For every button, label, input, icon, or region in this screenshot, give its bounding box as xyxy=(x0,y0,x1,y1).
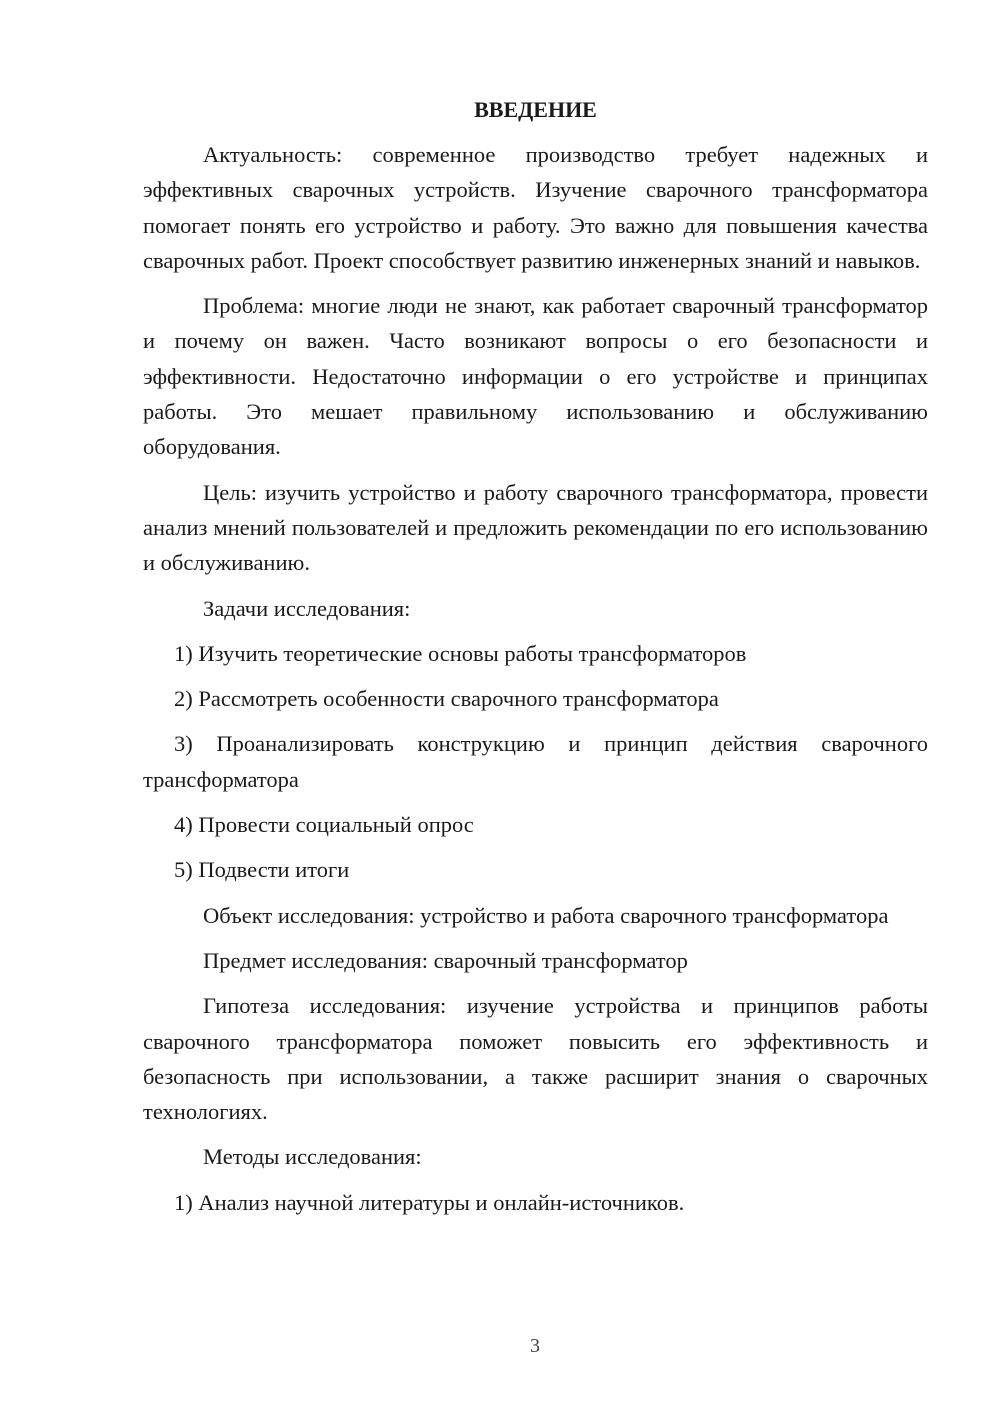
problem-paragraph: Проблема: многие люди не знают, как работает сварочный трансформатор и почему он важен. Часто возникают вопросы о его безопасности и эффективности. Недостаточно информации о его устройстве и принципах работы. Это мешает правильному использованию и обслуживанию оборудования. xyxy=(143,293,928,460)
goal-paragraph: Цель: изучить устройство и работу сварочного трансформатора, провести анализ мнений пользователей и предложить рекомендации по его использованию и обслуживанию. xyxy=(143,479,928,576)
page-number: 3 xyxy=(530,1335,540,1357)
relevance-paragraph: Актуальность: современное производство требует надежных и эффективных сварочных устройств. Изучение сварочного трансформатора помогает понять его устройство и работу. Это важно для повышения качества сварочных работ. Проект способствует развитию инженерных знаний и навыков. xyxy=(143,142,928,273)
task-item: 1) Изучить теоретические основы работы трансформаторов xyxy=(174,640,747,666)
hypothesis-paragraph: Гипотеза исследования: изучение устройства и принципов работы сварочного трансформатора поможет повысить его эффективность и безопасность при использовании, а также расширит знания о сварочных технологиях. xyxy=(143,993,928,1125)
task-item: 3) Проанализировать конструкцию и принцип действия сварочного трансформатора xyxy=(143,731,928,792)
methods-heading: Методы исследования: xyxy=(203,1144,422,1170)
object-paragraph: Объект исследования: устройство и работа сварочного трансформатора xyxy=(203,902,889,928)
section-title: ВВЕДЕНИЕ xyxy=(474,97,597,122)
task-item: 2) Рассмотреть особенности сварочного трансформатора xyxy=(174,686,719,712)
tasks-heading: Задачи исследования: xyxy=(203,595,411,621)
method-item: 1) Анализ научной литературы и онлайн-источников. xyxy=(174,1189,685,1215)
task-item: 5) Подвести итоги xyxy=(174,857,350,883)
page-content xyxy=(143,95,928,1230)
task-item: 4) Провести социальный опрос xyxy=(174,812,474,838)
subject-paragraph: Предмет исследования: сварочный трансформатор xyxy=(203,947,688,973)
